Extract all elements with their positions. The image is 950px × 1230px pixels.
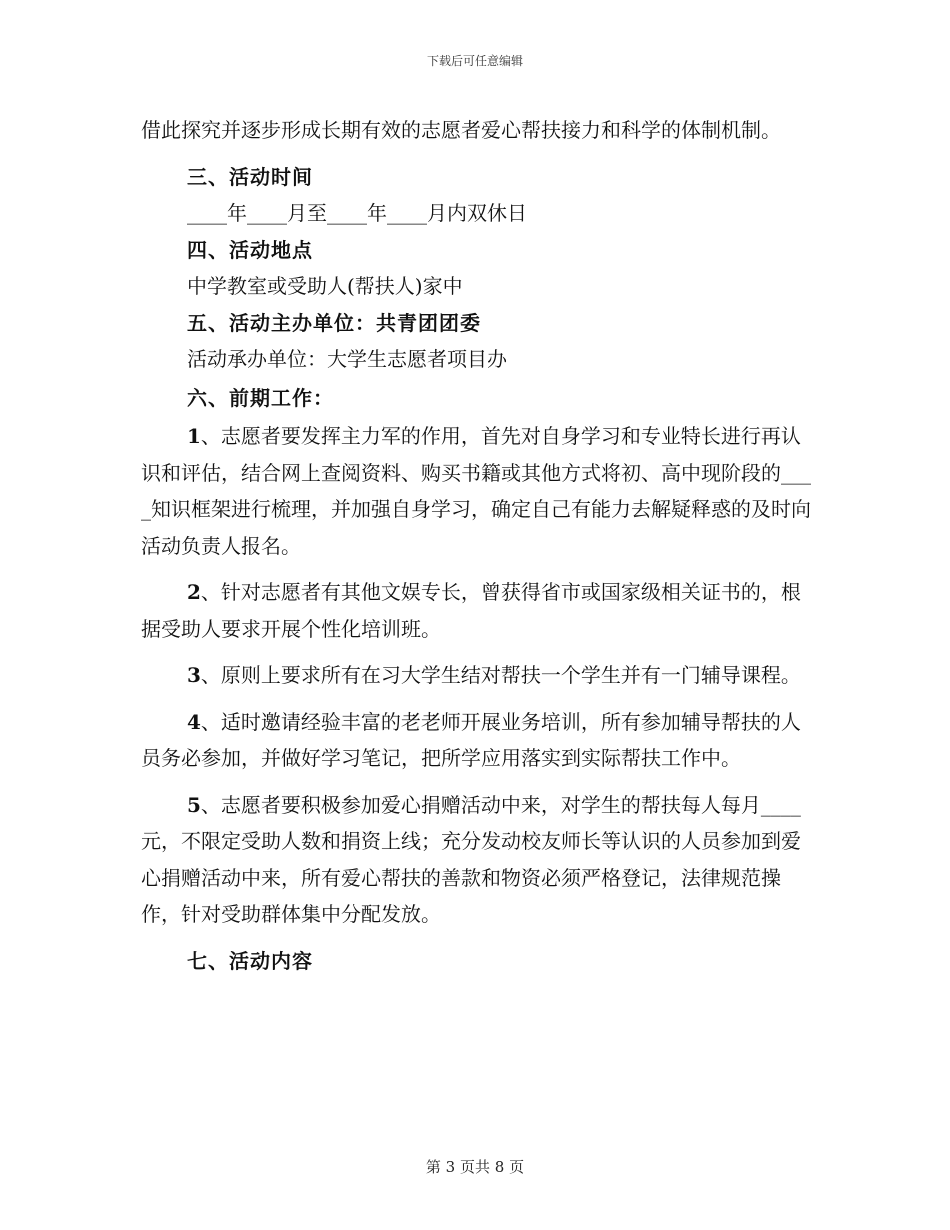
paragraph-activity-location: 中学教室或受助人(帮扶人)家中 (187, 274, 463, 298)
document-body (141, 112, 813, 979)
list-item-text: 、原则上要求所有在习大学生结对帮扶一个学生并有一门辅导课程。 (200, 663, 801, 687)
section-heading-activity-content: 七、活动内容 (187, 948, 313, 973)
list-item-text: 、志愿者要发挥主力军的作用，首先对自身学习和专业特长进行再认识和评估，结合网上查阅资料、购买书籍或其他方式将初、高中现阶段的____知识框架进行梳理，并加强自身学习，确定自己有能力去解疑释惑的及时向活动负责人报名。 (141, 424, 811, 558)
section-heading-preparation: 六、前期工作： (187, 385, 334, 410)
list-item-preparation-1 (141, 418, 813, 564)
list-item-preparation-3 (141, 657, 813, 694)
section-heading-activity-time: 三、活动时间 (187, 164, 313, 189)
page-number-footer: 第 3 页共 8 页 (425, 1158, 525, 1176)
page-header: 下载后可任意编辑 (426, 54, 523, 68)
section-heading-activity-location: 四、活动地点 (187, 237, 313, 262)
list-item-preparation-5 (141, 787, 813, 933)
list-item-text: 、针对志愿者有其他文娱专长，曾获得省市或国家级相关证书的，根据受助人要求开展个性化培训班。 (141, 580, 801, 641)
list-item-number: 3 (187, 663, 201, 687)
list-item-number: 2 (187, 580, 201, 604)
section-heading-organizer: 五、活动主办单位：共青团团委 (187, 310, 481, 335)
list-item-text: 、志愿者要积极参加爱心捐赠活动中来，对学生的帮扶每人每月____元，不限定受助人数和捐资上线；充分发动校友师长等认识的人员参加到爱心捐赠活动中来，所有爱心帮扶的善款和物资必须严格登记，法律规范操作，针对受助群体集中分配发放。 (141, 792, 801, 926)
list-item-number: 1 (187, 424, 201, 448)
list-item-preparation-4 (141, 704, 813, 777)
paragraph-intro: 借此探究并逐步形成长期有效的志愿者爱心帮扶接力和科学的体制机制。 (141, 118, 781, 142)
paragraph-activity-time: ____年____月至____年____月内双休日 (187, 201, 527, 225)
paragraph-co-organizer: 活动承办单位：大学生志愿者项目办 (187, 347, 507, 371)
list-item-number: 5 (187, 792, 201, 817)
list-item-number: 4 (187, 709, 201, 734)
list-item-preparation-2 (141, 574, 813, 647)
list-item-text: 、适时邀请经验丰富的老老师开展业务培训，所有参加辅导帮扶的人员务必参加，并做好学习笔记，把所学应用落实到实际帮扶工作中。 (141, 709, 801, 770)
